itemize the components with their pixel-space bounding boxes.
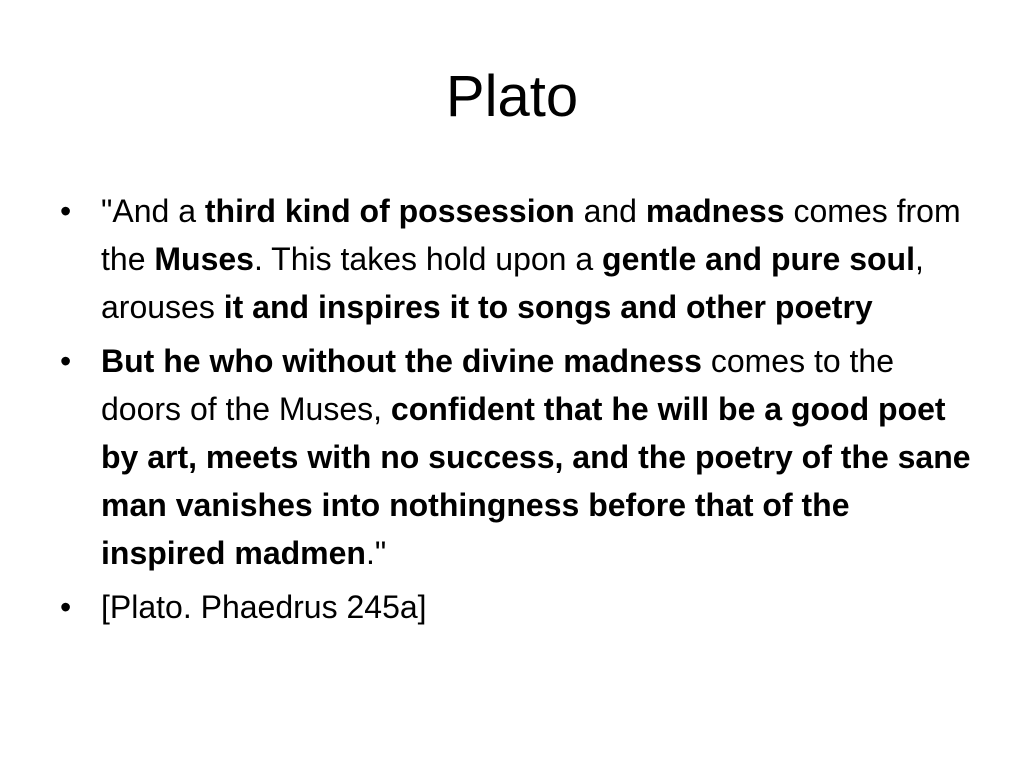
bullet-list	[56, 187, 976, 637]
slide-title: Plato	[445, 64, 579, 129]
bold-text-run: Muses	[154, 241, 254, 277]
text-run: comes from the	[101, 193, 961, 277]
text-run: and	[574, 193, 646, 229]
bullet-text	[101, 589, 427, 625]
bullet-text	[101, 193, 961, 325]
bold-text-run: But he who without the divine madness	[101, 343, 702, 379]
text-run: ."	[365, 535, 387, 571]
bold-text-run: gentle and pure soul	[602, 241, 915, 277]
text-run: , arouses	[101, 241, 924, 325]
bullet-point-icon: •	[60, 589, 72, 625]
citation-text: [Plato. Phaedrus 245a]	[101, 589, 427, 625]
text-run: "And a	[101, 193, 205, 229]
bold-text-run: madness	[645, 193, 785, 229]
text-run: . This takes hold upon a	[253, 241, 603, 277]
bullet-point-icon: •	[60, 343, 72, 379]
bold-text-run: it and inspires it to songs and other poetry	[223, 289, 873, 325]
bold-text-run: confident that he will be a good poet by art, meets with no success, and the poetry of the sane man vanishes into nothingness before that of the inspired madmen	[101, 391, 971, 571]
bold-text-run: third kind of possession	[204, 193, 575, 229]
bullet-item-citation	[56, 583, 976, 631]
bullet-item-quote-2	[56, 337, 976, 577]
bullet-item-quote-1	[56, 187, 976, 331]
text-run: comes to the doors of the Muses,	[101, 343, 895, 427]
bullet-text	[101, 343, 971, 571]
bullet-point-icon: •	[60, 193, 72, 229]
